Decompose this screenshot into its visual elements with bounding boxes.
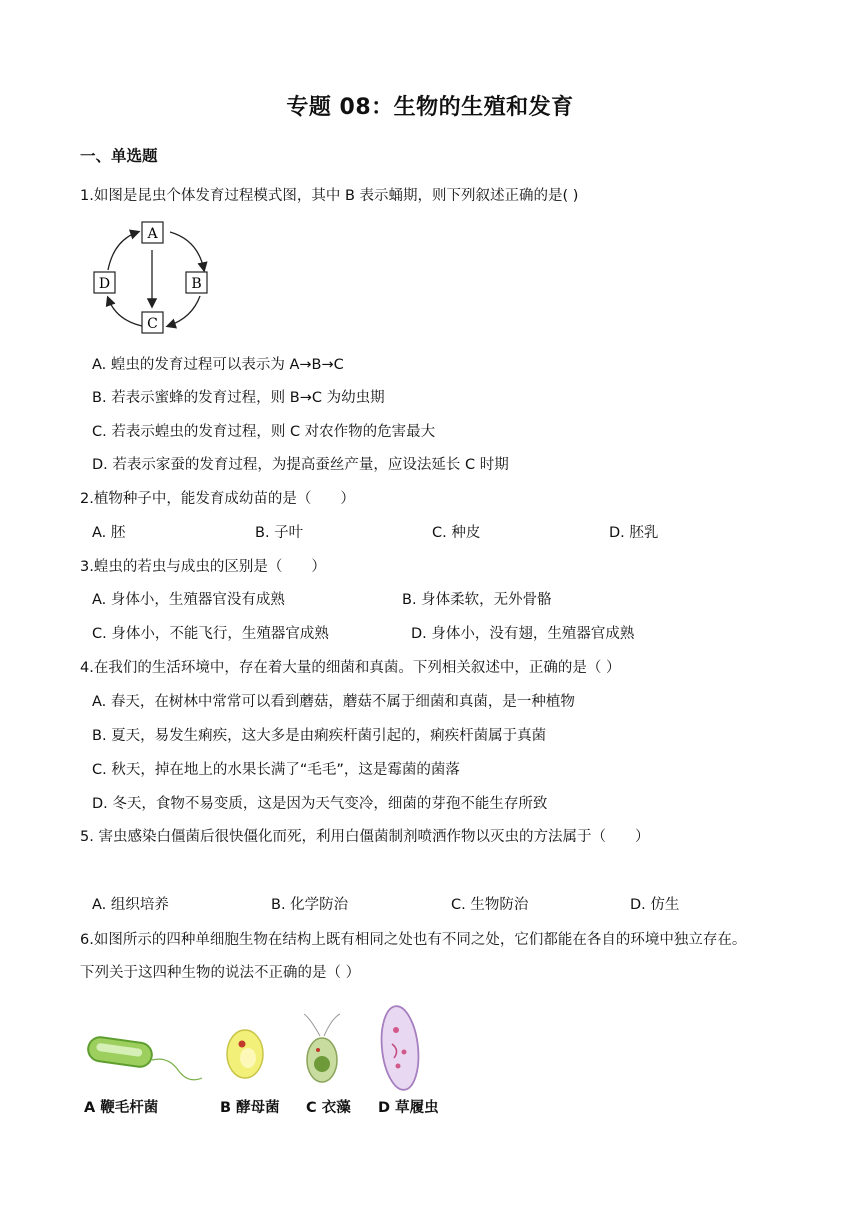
svg-text:A: A	[147, 226, 158, 242]
question-1-option-c[interactable]: C. 若表示蝗虫的发育过程，则 C 对农作物的危害最大	[92, 424, 436, 440]
question-2-option-a[interactable]: A. 胚	[92, 525, 126, 541]
insect-life-cycle-diagram	[88, 218, 218, 340]
question-5-option-b[interactable]: B. 化学防治	[271, 897, 349, 913]
question-3-stem: 3.蝗虫的若虫与成虫的区别是（ ）	[80, 559, 326, 575]
svg-text:D: D	[98, 276, 111, 292]
question-6-stem-line2: 下列关于这四种生物的说法不正确的是（ ）	[80, 965, 361, 981]
stage-box-d	[94, 272, 115, 293]
question-1-option-a[interactable]: A. 蝗虫的发育过程可以表示为 A→B→C	[92, 357, 344, 373]
question-3-option-d[interactable]: D. 身体小，没有翅，生殖器官成熟	[411, 626, 635, 642]
yeast-illustration	[227, 1030, 263, 1078]
question-5-option-d[interactable]: D. 仿生	[630, 897, 680, 913]
page-title: 专题 08：生物的生殖和发育	[286, 95, 574, 120]
question-5-stem: 5. 害虫感染白僵菌后很快僵化而死，利用白僵菌制剂喷洒作物以灭虫的方法属于（ ）	[80, 829, 650, 845]
single-cell-organisms-figure	[82, 1000, 462, 1120]
question-4-option-c[interactable]: C. 秋天，掉在地上的水果长满了“毛毛”，这是霉菌的菌落	[92, 762, 460, 778]
question-1-option-d[interactable]: D. 若表示家蚕的发育过程，为提高蚕丝产量，应设法延长 C 时期	[92, 457, 509, 473]
svg-text:B: B	[191, 276, 202, 292]
paramecium-illustration	[378, 1004, 423, 1091]
organism-label-b: B 酵母菌	[220, 1100, 280, 1116]
arrow-b-to-c	[168, 296, 200, 326]
arrow-a-to-b	[170, 232, 204, 270]
question-2-stem: 2.植物种子中，能发育成幼苗的是（ ）	[80, 491, 355, 507]
question-4-stem: 4.在我们的生活环境中，存在着大量的细菌和真菌。下列相关叙述中，正确的是（ ）	[80, 660, 621, 676]
svg-text:C: C	[147, 316, 158, 332]
question-4-option-a[interactable]: A. 春天，在树林中常常可以看到蘑菇，蘑菇不属于细菌和真菌，是一种植物	[92, 694, 575, 710]
question-1-stem: 1.如图是昆虫个体发育过程模式图，其中 B 表示蛹期，则下列叙述正确的是( )	[80, 188, 579, 204]
stage-box-c	[142, 312, 163, 333]
question-2-option-b[interactable]: B. 子叶	[255, 525, 304, 541]
arrow-c-to-d	[108, 298, 142, 326]
question-3-option-a[interactable]: A. 身体小，生殖器官没有成熟	[92, 592, 285, 608]
organism-label-c: C 衣藻	[306, 1100, 351, 1116]
organism-label-d: D 草履虫	[378, 1100, 439, 1116]
question-2-option-d[interactable]: D. 胚乳	[609, 525, 659, 541]
chlamydomonas-illustration	[304, 1014, 340, 1082]
question-2-option-c[interactable]: C. 种皮	[432, 525, 481, 541]
bacillus-illustration	[87, 1036, 202, 1080]
question-3-option-c[interactable]: C. 身体小，不能飞行，生殖器官成熟	[92, 626, 329, 642]
question-4-option-d[interactable]: D. 冬天，食物不易变质，这是因为天气变冷，细菌的芽孢不能生存所致	[92, 796, 548, 812]
question-4-option-b[interactable]: B. 夏天，易发生痢疾，这大多是由痢疾杆菌引起的，痢疾杆菌属于真菌	[92, 728, 547, 744]
section-heading: 一、单选题	[80, 147, 158, 165]
organism-label-a: A 鞭毛杆菌	[84, 1100, 159, 1116]
question-5-option-a[interactable]: A. 组织培养	[92, 897, 169, 913]
stage-box-b	[186, 272, 207, 293]
arrow-d-to-a	[108, 232, 138, 270]
question-5-option-c[interactable]: C. 生物防治	[451, 897, 529, 913]
question-6-stem-line1: 6.如图所示的四种单细胞生物在结构上既有相同之处也有不同之处，它们都能在各自的环境中独立存在。	[80, 932, 747, 948]
question-3-option-b[interactable]: B. 身体柔软，无外骨骼	[402, 592, 552, 608]
question-1-option-b[interactable]: B. 若表示蜜蜂的发育过程，则 B→C 为幼虫期	[92, 390, 385, 406]
stage-box-a	[142, 222, 163, 243]
